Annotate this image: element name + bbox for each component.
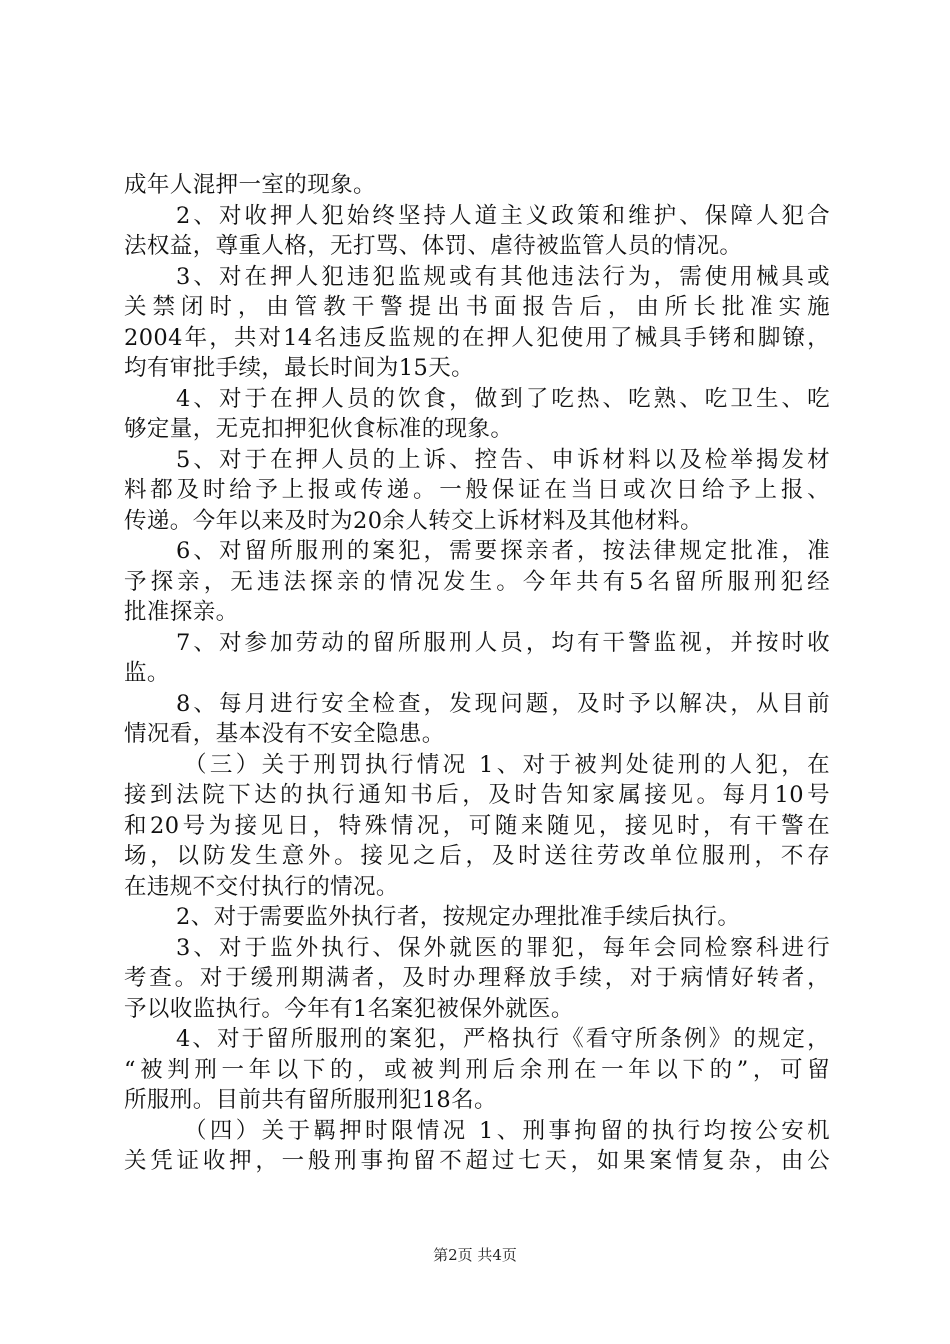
text-line: 3、对于监外执行、保外就医的罪犯，每年会同检察科进行 (176, 934, 830, 961)
text-line: 监。 (124, 660, 170, 686)
text-line: 3、对在押人犯违犯监规或有其他违法行为，需使用械具或 (176, 263, 830, 290)
document-body (124, 170, 830, 1177)
text-line: （三）关于刑罚执行情况 1、对于被判处徒刑的人犯，在 (184, 751, 830, 778)
text-line: 场，以防发生意外。接见之后，及时送往劳改单位服刑，不存 (124, 843, 830, 869)
text-line: 4、对于留所服刑的案犯，严格执行《看守所条例》的规定， (176, 1026, 830, 1052)
text-line: 7、对参加劳动的留所服刑人员，均有干警监视，并按时收 (176, 629, 830, 656)
text-line: 2004年，共对14名违反监规的在押人犯使用了械具手铐和脚镣， (124, 324, 830, 351)
text-line: “被判刑一年以下的，或被判刑后余刑在一年以下的”，可留 (124, 1056, 830, 1083)
text-line: 批准探亲。 (124, 599, 239, 625)
text-line: 传递。今年以来及时为20余人转交上诉材料及其他材料。 (124, 507, 704, 534)
text-line: 2、对收押人犯始终坚持人道主义政策和维护、保障人犯合 (176, 202, 830, 229)
page-footer: 第2页 共4页 (433, 1246, 517, 1264)
text-line: （四）关于羁押时限情况 1、刑事拘留的执行均按公安机 (184, 1117, 830, 1144)
text-line: 在违规不交付执行的情况。 (124, 873, 399, 900)
text-line: 予探亲，无违法探亲的情况发生。今年共有5名留所服刑犯经 (124, 568, 830, 595)
text-line: 4、对于在押人员的饮食，做到了吃热、吃熟、吃卫生、吃 (176, 385, 830, 412)
text-line: 关凭证收押，一般刑事拘留不超过七天，如果案情复杂，由公 (124, 1148, 830, 1174)
text-line: 情况看，基本没有不安全隐患。 (124, 721, 445, 747)
text-line: 2、对于需要监外执行者，按规定办理批准手续后执行。 (176, 904, 741, 930)
text-line: 接到法院下达的执行通知书后，及时告知家属接见。每月10号 (124, 782, 830, 808)
text-line: 够定量，无克扣押犯伙食标准的现象。 (124, 416, 514, 442)
text-line: 均有审批手续，最长时间为15天。 (124, 355, 475, 381)
text-line: 5、对于在押人员的上诉、控告、申诉材料以及检举揭发材 (176, 446, 830, 473)
text-line: 考查。对于缓刑期满者，及时办理释放手续，对于病情好转者， (124, 965, 830, 991)
text-line: 予以收监执行。今年有1名案犯被保外就医。 (124, 995, 574, 1022)
text-line: 和20号为接见日，特殊情况，可随来随见，接见时，有干警在 (124, 812, 830, 839)
text-line: 8、每月进行安全检查，发现问题，及时予以解决，从目前 (176, 690, 830, 717)
text-line: 所服刑。目前共有留所服刑犯18名。 (124, 1087, 497, 1113)
text-line: 料都及时给予上报或传递。一般保证在当日或次日给予上报、 (124, 477, 830, 503)
text-line: 6、对留所服刑的案犯，需要探亲者，按法律规定批准，准 (176, 538, 830, 564)
text-line: 关禁闭时，由管教干警提出书面报告后，由所长批准实施 (124, 294, 830, 320)
text-line: 法权益，尊重人格，无打骂、体罚、虐待被监管人员的情况。 (124, 233, 743, 259)
text-line: 成年人混押一室的现象。 (124, 172, 376, 198)
